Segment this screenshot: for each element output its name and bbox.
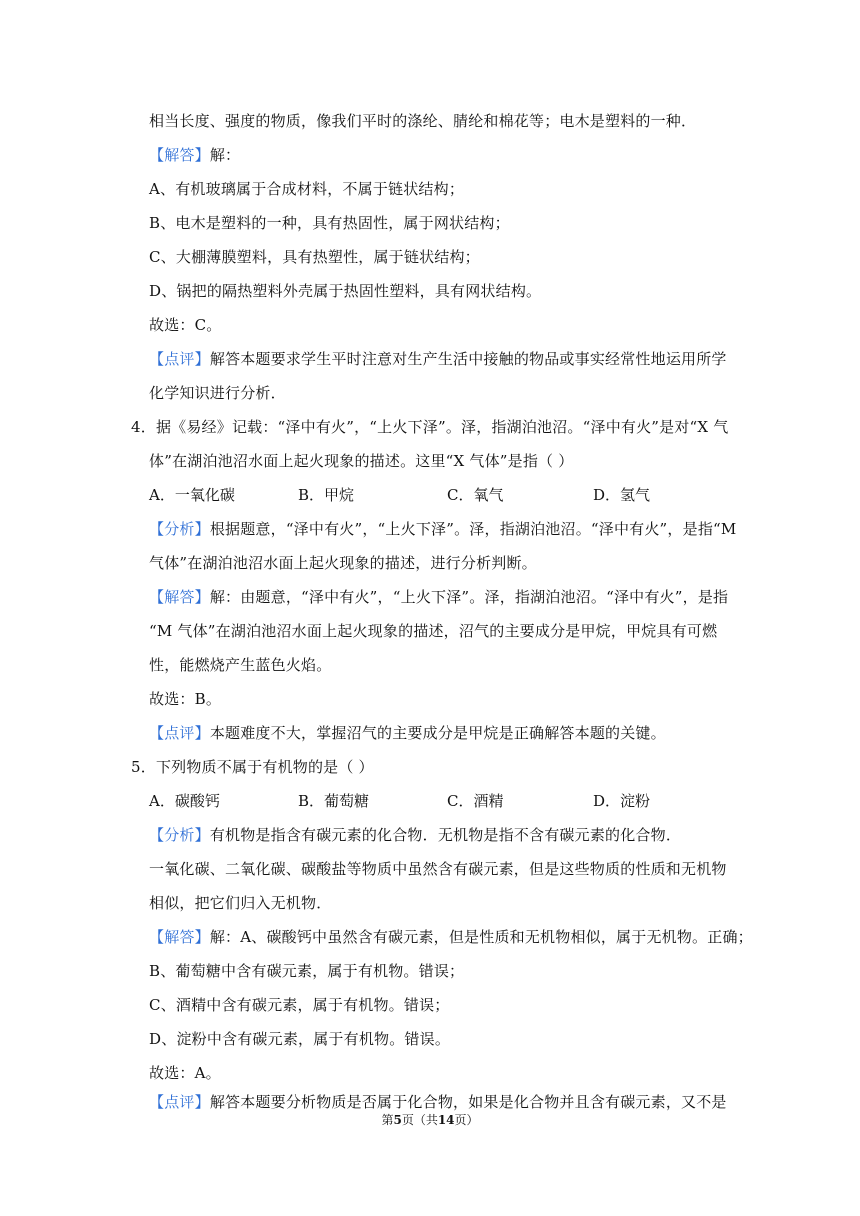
analysis-line: 相似，把它们归入无机物．: [149, 894, 332, 912]
text-line: 相当长度、强度的物质，像我们平时的涤纶、腈纶和棉花等；电木是塑料的一种．: [149, 112, 697, 130]
q5-option-c: C．酒精: [447, 792, 504, 810]
comment-heading: [149, 349, 727, 369]
page-footer: [0, 1112, 860, 1128]
analysis-tag: 【分析】: [149, 520, 210, 538]
question-4-cont: 体”在湖泊池沼水面上起火现象的描述。这里“X 气体”是指（ ）: [149, 452, 574, 470]
analysis-text: 有机物是指含有碳元素的化合物．无机物是指不含有碳元素的化合物．: [209, 826, 682, 844]
footer-middle: 页（共: [401, 1113, 438, 1127]
selection-line: 故选：C。: [149, 316, 222, 334]
answer-line-b: B、葡萄糖中含有碳元素，属于有机物。错误；: [149, 962, 465, 980]
q4-option-a: A．一氧化碳: [149, 486, 235, 504]
analysis-text: 根据题意，“泽中有火”，“上火下泽”。泽，指湖泊池沼。“泽中有火”，是指“M: [209, 520, 737, 538]
analysis-line: 一氧化碳、二氧化碳、碳酸盐等物质中虽然含有碳元素，但是这些物质的性质和无机物: [149, 860, 727, 878]
answer-heading: [149, 927, 753, 947]
q4-option-d: D．氢气: [593, 486, 651, 504]
answer-text: 解：: [209, 146, 241, 164]
answer-line-b: B、电木是塑料的一种，具有热固性，属于网状结构；: [149, 214, 510, 232]
analysis-line: 气体”在湖泊池沼水面上起火现象的描述，进行分析判断。: [149, 554, 537, 572]
comment-tag: 【点评】: [149, 724, 210, 742]
answer-text: 解：由题意，“泽中有火”，“上火下泽”。泽，指湖泊池沼。“泽中有火”，是指: [209, 588, 729, 606]
answer-line-a: A、有机玻璃属于合成材料，不属于链状结构；: [149, 180, 465, 198]
comment-text: 解答本题要分析物质是否属于化合物，如果是化合物并且含有碳元素，又不是: [209, 1093, 727, 1111]
comment-heading: [149, 723, 666, 743]
comment-heading: [149, 1092, 727, 1112]
q4-option-b: B．甲烷: [298, 486, 355, 504]
footer-total-pages: 14: [437, 1113, 455, 1127]
q5-option-d: D．淀粉: [593, 792, 651, 810]
footer-prefix: 第: [381, 1113, 394, 1127]
comment-text: 本题难度不大，掌握沼气的主要成分是甲烷是正确解答本题的关键。: [209, 724, 666, 742]
answer-tag: 【解答】: [149, 928, 210, 946]
answer-heading: [149, 587, 728, 607]
answer-line: 性，能燃烧产生蓝色火焰。: [149, 656, 332, 674]
answer-text: 解：A、碳酸钙中虽然含有碳元素，但是性质和无机物相似，属于无机物。正确；: [209, 928, 753, 946]
selection-line: 故选：A。: [149, 1064, 221, 1082]
question-5: 5．下列物质不属于有机物的是（ ）: [131, 758, 374, 776]
analysis-heading: [149, 519, 736, 539]
comment-text: 解答本题要求学生平时注意对生产生活中接触的物品或事实经常性地运用所学: [209, 350, 727, 368]
answer-line-c: C、大棚薄膜塑料，具有热塑性，属于链状结构；: [149, 248, 480, 266]
answer-line-d: D、锅把的隔热塑料外壳属于热固性塑料，具有网状结构。: [149, 282, 542, 300]
analysis-tag: 【分析】: [149, 826, 210, 844]
comment-tag: 【点评】: [149, 1093, 210, 1111]
answer-line-c: C、酒精中含有碳元素，属于有机物。错误；: [149, 996, 450, 1014]
answer-tag: 【解答】: [149, 588, 210, 606]
footer-page-number: 5: [393, 1113, 402, 1127]
footer-suffix: 页）: [454, 1113, 479, 1127]
answer-tag: 【解答】: [149, 146, 210, 164]
q5-option-b: B．葡萄糖: [298, 792, 370, 810]
comment-line: 化学知识进行分析．: [149, 384, 286, 402]
selection-line: 故选：B。: [149, 690, 222, 708]
answer-line-d: D、淀粉中含有碳元素，属于有机物。错误。: [149, 1030, 451, 1048]
answer-line: “M 气体”在湖泊池沼水面上起火现象的描述，沼气的主要成分是甲烷，甲烷具有可燃: [149, 622, 718, 640]
q4-option-c: C．氧气: [447, 486, 504, 504]
analysis-heading: [149, 825, 681, 845]
comment-tag: 【点评】: [149, 350, 210, 368]
answer-heading: [149, 145, 240, 165]
q5-option-a: A．碳酸钙: [149, 792, 220, 810]
question-4: 4．据《易经》记载：“泽中有火”，“上火下泽”。泽，指湖泊池沼。“泽中有火”是对“X 气: [131, 418, 729, 436]
